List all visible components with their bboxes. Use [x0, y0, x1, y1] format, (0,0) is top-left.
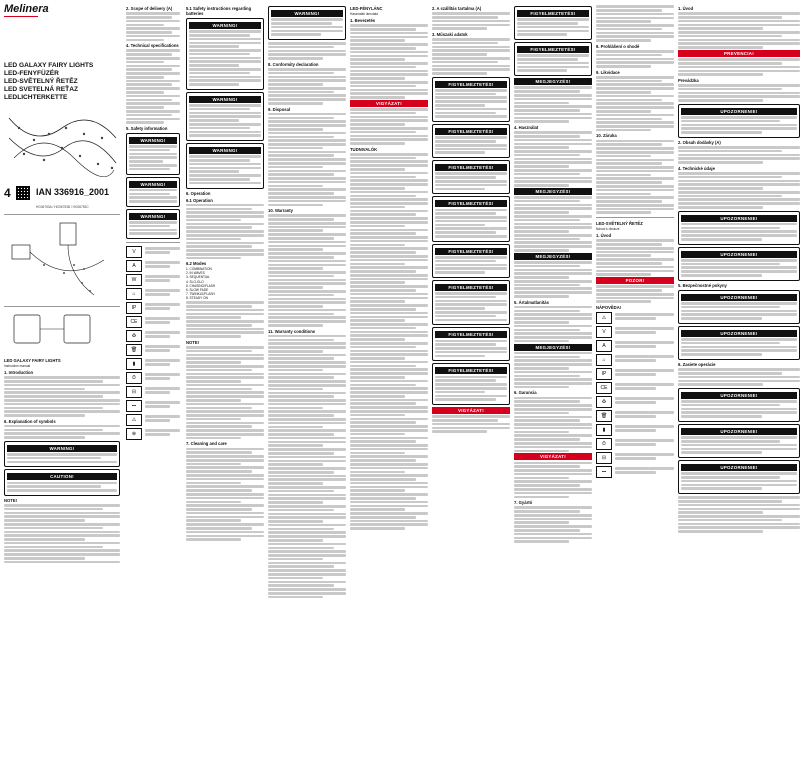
ip44-icon: IP [596, 368, 612, 380]
mode-item: 5. CHASING/FLASH [186, 283, 216, 288]
product-title-en: LED GALAXY FAIRY LIGHTS [4, 62, 94, 69]
figure-b [4, 306, 120, 352]
column-hu-3 [514, 0, 594, 760]
hu-sec3: 3. Műszaki adatok [432, 31, 468, 37]
product-illustration [4, 108, 120, 178]
qr-code-icon [16, 186, 30, 200]
sk-sec5: 5. Bezpečnostné pokyny [678, 282, 727, 288]
column-en-3 [268, 0, 348, 760]
symbol-row [126, 358, 180, 370]
col3-sec10: 10. Warranty [268, 208, 293, 214]
sk-prevencia-banner: PREVENCIA! [678, 50, 800, 57]
sk-upozornenie-banner-2: UPOZORNENIE! [681, 215, 797, 222]
cz-symbol-row [596, 452, 674, 464]
left-title-en: LED GALAXY FAIRY LIGHTS [4, 358, 61, 363]
cz-sec1: 1. Úvod [596, 233, 612, 239]
cz-symbol-row [596, 340, 674, 352]
bin-icon: 🗑 [596, 410, 612, 422]
sym-sec5: 5. Safety information [126, 125, 168, 131]
left-text-block [4, 356, 120, 565]
indoor-icon: ⌂ [126, 288, 142, 300]
sym-warning-box-3 [126, 209, 180, 239]
left-sec6: 6. Explanation of symbols [4, 418, 56, 424]
cz-symbol-row [596, 466, 674, 478]
col2-sec6: 6. Operation [186, 190, 211, 196]
col2-warning-banner-2: WARNING! [189, 96, 261, 103]
product-title-hu: LED-FENYFÜZÉR [4, 70, 59, 77]
col2-warning-1 [186, 18, 264, 90]
battery-icon: ▮ [596, 424, 612, 436]
warning-symbol-icon: ⚠ [596, 312, 612, 324]
hu-vigyazat-banner-2: VIGYÁZAT! [432, 407, 510, 414]
column-sk [678, 0, 802, 760]
qr-block [4, 184, 122, 204]
hu-figyelmeztetes-1 [432, 77, 510, 122]
sym-warning-banner-2: WARNING! [129, 181, 177, 188]
hu5-vigyazat-banner: VIGYÁZAT! [514, 453, 592, 460]
hu-vigyazat-banner: VIGYÁZAT! [350, 100, 428, 107]
sym-sec2: 2. Scope of delivery (A) [126, 6, 173, 11]
mode-item: 8. STEADY ON [186, 295, 208, 300]
transformer-icon: ⊟ [596, 452, 612, 464]
sk-upozornenie-banner-5: UPOZORNENIE! [681, 330, 797, 337]
sk-upozornenie-banner-4: UPOZORNENIE! [681, 294, 797, 301]
cz-title: LED-SVĚTELNÝ ŘETĚZ [596, 221, 643, 227]
figure-a-diagram [4, 215, 120, 305]
col2-warning-banner-1: WARNING! [189, 22, 261, 29]
left-caution-banner: CAUTION! [7, 473, 117, 480]
symbol-row [126, 246, 180, 258]
transformer-icon: ⊟ [126, 386, 142, 398]
sk-sec6: 6. Zasiete operácie [678, 362, 716, 367]
left-note: NOTE! [4, 497, 18, 503]
battery-icon: ▮ [126, 358, 142, 370]
cz-symbol-row [596, 326, 674, 338]
cz-sec8: 8. Prohlášení o shodě [596, 43, 640, 49]
symbol-row [126, 274, 180, 286]
col2-sec62: 6.2 Modes [186, 261, 207, 267]
sk-upozornenie-5 [678, 326, 800, 360]
ce-icon: CE [126, 316, 142, 328]
recycle-icon: ♻ [126, 330, 142, 342]
sk-upozornenie-banner-8: UPOZORNENIE! [681, 464, 797, 471]
sk-upozornenie-banner-3: UPOZORNENIE! [681, 251, 797, 258]
cz-symbol-row [596, 438, 674, 450]
cz-symbol-row [596, 396, 674, 408]
sk-sec2: 2. Obsah dodávky (A) [678, 139, 721, 145]
sk-sec1: 1. Úvod [678, 6, 694, 11]
sk-sec4: 4. Technické údaje [678, 165, 715, 171]
cz-subtitle: Návod k obsluze [596, 227, 620, 232]
column-hu-1 [350, 0, 430, 760]
col2-warning-3 [186, 143, 264, 188]
sym-warning-box [126, 133, 180, 175]
hu-sec2: 2. A szállítás tartalma (A) [432, 6, 482, 11]
hu5-megjegyzes-banner-1: MEGJEGYZÉS! [514, 78, 592, 85]
brand-logo: Melinera [4, 3, 49, 15]
hu-figyelmeztetes-banner-3: FIGYELMEZTETÉS! [435, 164, 507, 171]
sk-upozornenie-banner-7: UPOZORNENIE! [681, 428, 797, 435]
hu-subtitle: Használati útmutató [350, 12, 379, 16]
figure-a [4, 214, 120, 305]
product-title-sk: LED SVETELNÁ REŤAZ [4, 86, 78, 93]
sk-upozornenie-7 [678, 424, 800, 458]
sk-upozornenie-6 [678, 388, 800, 422]
symbol-row [126, 316, 180, 328]
symbol-row [126, 344, 180, 356]
col3-sec9: 9. Disposal [268, 106, 291, 112]
hu5-megjegyzes-banner-4: MEGJEGYZÉS! [514, 344, 592, 351]
cz-symbol-row [596, 368, 674, 380]
hu5-sec4: 4. Használat [514, 125, 539, 130]
symbol-row [126, 330, 180, 342]
mode-item: 3. SEQUENTIAL [186, 275, 210, 280]
col3-warning-banner-1: WARNING! [271, 10, 343, 17]
hu-figyelmeztetes-3 [432, 160, 510, 194]
hu-figyelmeztetes-banner-6: FIGYELMEZTETÉS! [435, 284, 507, 291]
left-caution-box [4, 469, 120, 496]
column-en-2 [186, 0, 266, 760]
hu-figyelmeztetes-banner-8: FIGYELMEZTETÉS! [435, 367, 507, 374]
product-title-cz: LED-SVĚTELNÝ ŘETĚZ [4, 78, 78, 85]
col2-note: NOTE! [186, 339, 200, 345]
polarity-icon: ⊕ [126, 428, 142, 440]
sym-sec4: 4. Technical specifications [126, 43, 179, 49]
hu-sec1: 1. Bevezetés [350, 18, 376, 24]
symbol-row [126, 414, 180, 426]
symbol-row [126, 288, 180, 300]
col2-sec7: 7. Cleaning and care [186, 441, 227, 447]
sk-upozornenie-8 [678, 460, 800, 494]
sk-upozornenie-banner-6: UPOZORNENIE! [681, 392, 797, 399]
hu-figyelmeztetes-5 [432, 244, 510, 278]
hu5-sec5: 5. Ártalmatlanítás [514, 299, 549, 305]
hu5-megjegyzes-banner-2: MEGJEGYZÉS! [514, 188, 592, 195]
timer-icon: ⏱ [126, 372, 142, 384]
product-titles [4, 62, 122, 102]
mode-item: 2. IN WAVES [186, 271, 205, 276]
sym-warning-box-2 [126, 177, 180, 207]
qr-number: 4 [4, 186, 11, 200]
ampere-icon: A [596, 340, 612, 352]
col2-warning-banner-3: WARNING! [189, 147, 261, 154]
cz-sec9: 9. Likvidace [596, 69, 620, 75]
ampere-icon: A [126, 260, 142, 272]
cz-pozor-banner: POZOR! [596, 277, 674, 284]
sk-upozornenie-4 [678, 290, 800, 324]
hu-figyelmeztetes-4 [432, 196, 510, 241]
hu-figyelmeztetes-banner-7: FIGYELMEZTETÉS! [435, 331, 507, 338]
left-warning-box [4, 441, 120, 468]
hu-figyelmeztetes-banner-5: FIGYELMEZTETÉS! [435, 248, 507, 255]
volt-icon: V [126, 246, 142, 258]
mode-item: 4. SLO-GLO [186, 279, 204, 284]
left-instructions: Instruction manual [4, 364, 31, 368]
brand-underline [4, 16, 38, 17]
hu-figyelmeztetes-2 [432, 124, 510, 158]
column-hu-2 [432, 0, 512, 760]
mode-item: 1. COMBINATION [186, 267, 212, 272]
ce-icon: CE [596, 382, 612, 394]
col2-sec51: 5.1 Safety instructions regarding batteries [186, 6, 252, 16]
watt-icon: W [126, 274, 142, 286]
timer-icon: ⏱ [596, 438, 612, 450]
warning-symbol-icon: ⚠ [126, 414, 142, 426]
hu5-sec7: 7. Gyártó [514, 500, 533, 506]
ian-text: IAN 336916_2001 [36, 187, 110, 197]
symbol-row [126, 386, 180, 398]
hu-figyelmeztetes-7 [432, 327, 510, 361]
product-title-de: LEDLICHTERKETTE [4, 94, 68, 101]
symbol-row [126, 302, 180, 314]
mode-item: 6. SLOW FADE [186, 287, 209, 292]
hu5-figyelmeztetes-1 [514, 6, 592, 40]
volt-icon: V [596, 326, 612, 338]
recycle-icon: ♻ [596, 396, 612, 408]
symbol-row [126, 260, 180, 272]
col3-sec11: 11. Warranty conditions [268, 328, 316, 334]
mode-item: 7. TWINKLE/FLASH [186, 291, 215, 296]
hu-figyelmeztetes-6 [432, 280, 510, 325]
figure-b-diagram [4, 307, 120, 352]
symbol-row [126, 428, 180, 440]
sym-warning-banner-3: WARNING! [129, 213, 177, 220]
cz-symbol-row [596, 424, 674, 436]
col3-warning-1 [268, 6, 346, 40]
hu5-figyelmeztetes-banner-1: FIGYELMEZTETÉS! [517, 10, 589, 17]
model-codes: HG06753A / HG06753B / HG06753C [36, 205, 89, 209]
left-warning-banner: WARNING! [7, 445, 117, 452]
modes-list [186, 267, 264, 300]
sk-upozornenie-2 [678, 211, 800, 245]
sk-prevadzka: Prevádzka [678, 77, 699, 83]
column-cz [596, 0, 676, 760]
dc-icon: ⎓ [596, 466, 612, 478]
sym-warning-banner: WARNING! [129, 137, 177, 144]
left-sec1: 1. Introduction [4, 370, 34, 376]
hu-figyelmeztetes-8 [432, 363, 510, 405]
cz-symbol-row [596, 312, 674, 324]
column-symbols [124, 0, 182, 756]
hu5-figyelmeztetes-banner-2: FIGYELMEZTETÉS! [517, 46, 589, 53]
cz-napoveda: NÁPOVĚDA! [596, 305, 622, 311]
hu-title: LED-FÉNYLÁNC [350, 6, 383, 11]
bin-icon: 🗑 [126, 344, 142, 356]
sk-upozornenie-banner-1: UPOZORNENIE! [681, 108, 797, 115]
indoor-icon: ⌂ [596, 354, 612, 366]
cz-symbol-row [596, 354, 674, 366]
cz-sec10: 10. Záruka [596, 133, 617, 139]
symbol-row [126, 372, 180, 384]
cz-symbol-row [596, 410, 674, 422]
fairy-lights-illustration [4, 108, 120, 178]
hu5-megjegyzes-banner-3: MEGJEGYZÉS! [514, 253, 592, 260]
sk-upozornenie-3 [678, 247, 800, 281]
column-cover [0, 0, 123, 756]
hu5-figyelmeztetes-2 [514, 42, 592, 76]
hu5-sec6: 6. Garancia [514, 390, 537, 396]
col2-warning-2 [186, 92, 264, 141]
ip44-icon: IP [126, 302, 142, 314]
col2-sec61: 6.1 Operation [186, 197, 213, 203]
dc-icon: ⎓ [126, 400, 142, 412]
cz-symbol-row [596, 382, 674, 394]
col3-sec8: 8. Conformity declaration [268, 61, 319, 67]
hu-figyelmeztetes-banner-4: FIGYELMEZTETÉS! [435, 200, 507, 207]
symbol-row [126, 400, 180, 412]
hu-tudnivalok: TUDNIVALÓK [350, 146, 378, 152]
sk-upozornenie-1 [678, 104, 800, 138]
hu-figyelmeztetes-banner-1: FIGYELMEZTETÉS! [435, 81, 507, 88]
hu-figyelmeztetes-banner-2: FIGYELMEZTETÉS! [435, 128, 507, 135]
